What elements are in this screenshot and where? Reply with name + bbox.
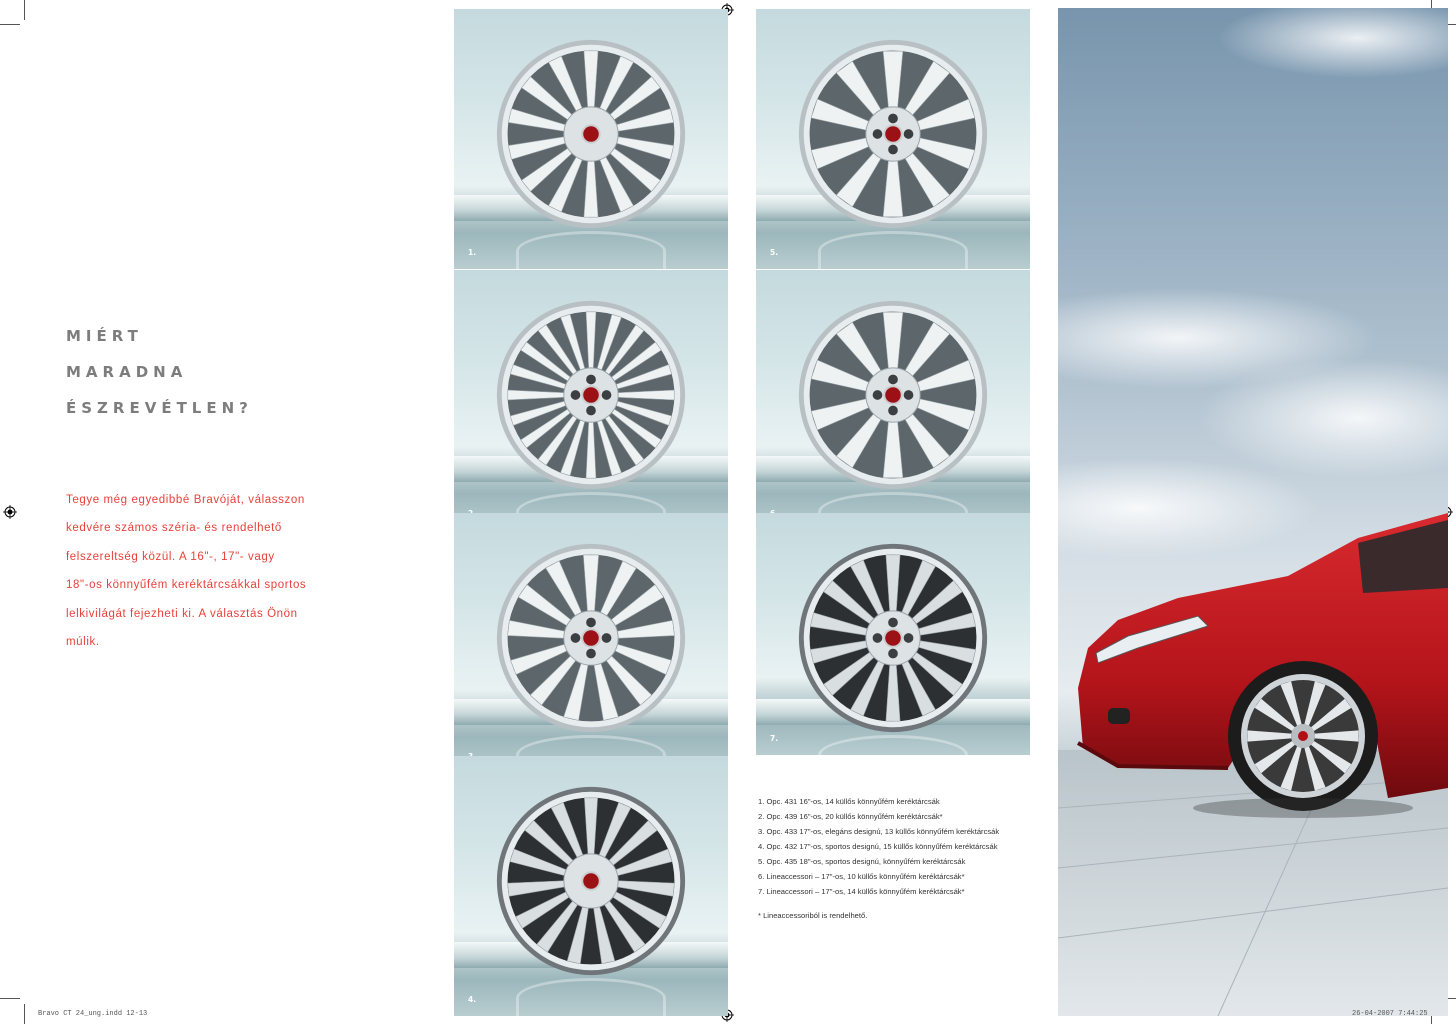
body-line: felszereltség közül. A 16"-, 17"- vagy — [66, 550, 275, 563]
headline-line: MARADNA — [66, 363, 188, 381]
body-line: kedvére számos széria- és rendelhető — [66, 522, 282, 535]
caption-item: 7. Lineaccessori – 17"-os, 14 küllős könnyűfém keréktárcsák* — [758, 887, 965, 896]
wheel-number: 7. — [770, 734, 779, 743]
car-illustration — [1058, 8, 1448, 1016]
caption-item: 1. Opc. 431 16"-os, 14 küllős könnyűfém keréktárcsák — [758, 797, 940, 806]
intro-paragraph — [66, 486, 336, 656]
caption-item: 6. Lineaccessori – 17"-os, 10 küllős könnyűfém keréktárcsák* — [758, 872, 965, 881]
date-slug: 26-04-2007 7:44:25 — [1352, 1010, 1428, 1018]
alloy-wheel-image — [494, 541, 688, 735]
file-slug: Bravo CT 24_ung.indd 12-13 — [38, 1010, 148, 1018]
red-car-photo — [1058, 8, 1448, 1016]
caption-item: 3. Opc. 433 17"-os, elegáns designú, 13 küllős könnyűfém keréktárcsák — [758, 827, 1000, 836]
body-line: múlik. — [66, 636, 100, 649]
crop-mark — [24, 0, 25, 20]
caption-item: 4. Opc. 432 17"-os, sportos designú, 15 küllős könnyűfém keréktárcsák — [758, 842, 998, 851]
wheel-photo-2 — [454, 270, 728, 530]
body-line: 18"-os könnyűfém keréktárcsákkal sportos — [66, 579, 307, 592]
alloy-wheel-image — [494, 37, 688, 231]
alloy-wheel-image — [796, 37, 990, 231]
crop-mark — [0, 998, 20, 999]
alloy-wheel-image — [796, 541, 990, 735]
wheel-number: 5. — [770, 248, 779, 257]
caption-item: 5. Opc. 435 18"-os, sportos designú, könnyűfém keréktárcsák — [758, 857, 966, 866]
wheel-photo-1 — [454, 9, 728, 269]
alloy-wheel-image — [494, 298, 688, 492]
alloy-wheel-image — [494, 784, 688, 978]
wheel-number: 4. — [468, 995, 477, 1004]
wheel-photo-4 — [454, 756, 728, 1016]
crop-mark — [0, 24, 20, 25]
footnote: * Lineaccessoriból is rendelhető. — [758, 911, 868, 920]
headline-line: MIÉRT — [66, 327, 143, 345]
page-headline — [66, 318, 253, 426]
crop-mark — [24, 1004, 25, 1024]
wheel-photo-3 — [454, 513, 728, 773]
alloy-wheel-image — [796, 298, 990, 492]
body-line: lelkivilágát fejezheti ki. A választás Önön — [66, 607, 298, 620]
wheel-photo-5 — [756, 9, 1030, 269]
wheel-photo-6 — [756, 270, 1030, 530]
headline-line: ÉSZREVÉTLEN? — [66, 399, 253, 417]
body-line: Tegye még egyedibbé Bravóját, válasszon — [66, 494, 305, 506]
wheel-number: 1. — [468, 248, 477, 257]
registration-mark-icon — [3, 505, 17, 519]
wheel-photo-7 — [756, 513, 1030, 755]
wheel-caption-list — [758, 794, 1038, 923]
caption-item: 2. Opc. 439 16"-os, 20 küllős könnyűfém keréktárcsák* — [758, 812, 943, 821]
